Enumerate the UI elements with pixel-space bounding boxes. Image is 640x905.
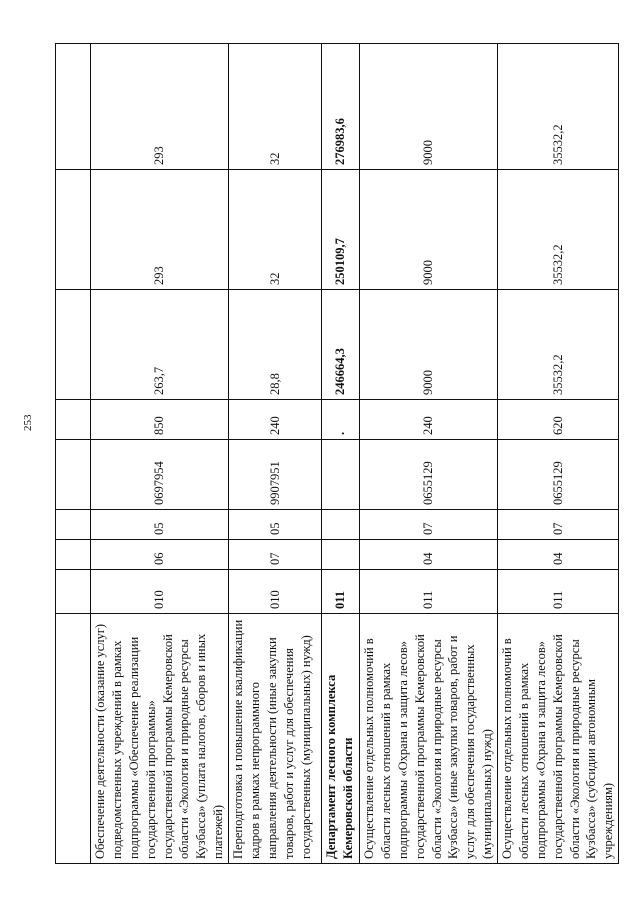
budget-table (55, 43, 619, 864)
section-code (322, 540, 360, 570)
sum-2016: 32 (229, 44, 322, 170)
page-number: 253 (22, 414, 34, 431)
subsection-code: 07 (360, 510, 498, 540)
row-description: Осуществление отдельных полномочий в области лесных отношений в рамках подпрограммы «Охрана и защита лесов» государственной программы Кемеровской области «Экология и природные ресурсы Кузбасса» (иные закупки товаров, работ и услуг для обеспечения государственных (муниципальных) нужд) (360, 614, 498, 864)
target-code: 9907951 (229, 440, 322, 510)
sum-2016: 293 (91, 44, 229, 170)
target-code: 0655129 (360, 440, 498, 510)
ministry-code: 011 (360, 570, 498, 614)
target-code: 0697954 (91, 440, 229, 510)
subsection-code: 07 (498, 510, 619, 540)
sum-2015: 293 (91, 170, 229, 290)
header-cell (56, 44, 91, 170)
row-description: Переподготовка и повышение квалификации кадров в рамках непрограммного направления деятельности (иные закупки товаров, работ и услуг для обеспечения государственных (муниципальных) нужд) (229, 614, 322, 864)
target-code (322, 440, 360, 510)
header-cell (56, 440, 91, 510)
header-cell (56, 170, 91, 290)
row-description: Обеспечение деятельности (оказание услуг) подведомственных учреждений в рамках подпрограммы «Обеспечение реализации государственной программы» государственной программы Кемеровской области «Экология и природные ресурсы Кузбасса» (уплата налогов, сборов и иных платежей) (91, 614, 229, 864)
table-row (498, 44, 619, 864)
table-row (360, 44, 498, 864)
sum-2014: 28,8 (229, 290, 322, 400)
table-row (229, 44, 322, 864)
sum-2016: 9000 (360, 44, 498, 170)
ministry-code: 011 (498, 570, 619, 614)
sum-2014: 263,7 (91, 290, 229, 400)
ministry-code: 010 (91, 570, 229, 614)
header-cell (56, 400, 91, 440)
sum-2015: 250109,7 (322, 170, 360, 290)
ministry-code: 011 (322, 570, 360, 614)
subsection-code (322, 510, 360, 540)
rotated-table-container (55, 44, 616, 864)
table-row (322, 44, 360, 864)
section-code: 04 (360, 540, 498, 570)
sum-2014: 35532,2 (498, 290, 619, 400)
sum-2016: 35532,2 (498, 44, 619, 170)
header-cell (56, 290, 91, 400)
expense-type-code: 240 (229, 400, 322, 440)
sum-2015: 35532,2 (498, 170, 619, 290)
header-cell (56, 570, 91, 614)
sum-2016: 276983,6 (322, 44, 360, 170)
section-code: 07 (229, 540, 322, 570)
header-cell (56, 510, 91, 540)
sum-2015: 32 (229, 170, 322, 290)
row-description: Департамент лесного комплекса Кемеровской области (322, 614, 360, 864)
expense-type-code: . (322, 400, 360, 440)
expense-type-code: 620 (498, 400, 619, 440)
sum-2014: 246664,3 (322, 290, 360, 400)
sum-2014: 9000 (360, 290, 498, 400)
target-code: 0655129 (498, 440, 619, 510)
subsection-code: 05 (91, 510, 229, 540)
header-cell (56, 540, 91, 570)
subsection-code: 05 (229, 510, 322, 540)
expense-type-code: 850 (91, 400, 229, 440)
section-code: 04 (498, 540, 619, 570)
section-code: 06 (91, 540, 229, 570)
expense-type-code: 240 (360, 400, 498, 440)
table-row (91, 44, 229, 864)
sum-2015: 9000 (360, 170, 498, 290)
header-cell (56, 614, 91, 864)
table-header-row (56, 44, 91, 864)
ministry-code: 010 (229, 570, 322, 614)
row-description: Осуществление отдельных полномочий в области лесных отношений в рамках подпрограммы «Охрана и защита лесов» государственной программы Кемеровской области «Экология и природные ресурсы Кузбасса» (субсидии автономным учреждениям) (498, 614, 619, 864)
